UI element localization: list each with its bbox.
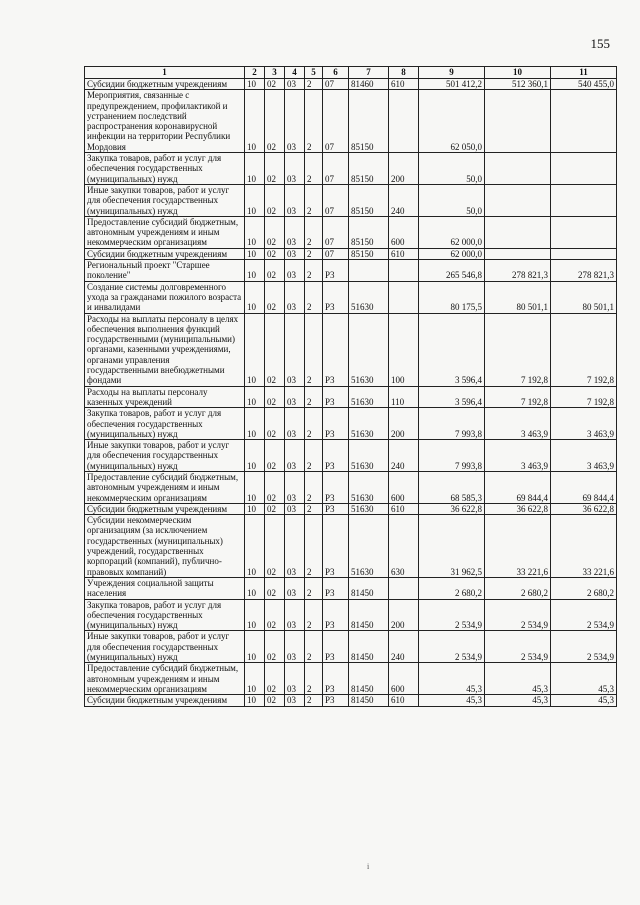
table-row [85,663,617,695]
row-name-cell: Субсидии бюджетным учреждениям [85,79,245,90]
row-name-cell: Предоставление субсидий бюджетным, автономным учреждениям и иным некоммерческим организациям [85,216,245,248]
program-cell: 03 [285,153,305,185]
table-header-row [85,67,617,79]
table-row [85,440,617,472]
header-col-5: 5 [305,67,323,79]
subprogram-cell: 2 [305,599,323,631]
main-event-cell: P3 [323,631,349,663]
subsection-cell: 02 [265,503,285,514]
amount-2022-cell: 7 192,8 [485,313,551,386]
amount-2023-cell: 45,3 [551,695,617,706]
program-cell: 03 [285,599,305,631]
amount-2022-cell: 36 622,8 [485,503,551,514]
subprogram-cell: 2 [305,248,323,259]
direction-cell: 51630 [349,281,389,313]
program-cell: 03 [285,184,305,216]
amount-2021-cell: 2 534,9 [419,631,485,663]
subprogram-cell: 2 [305,515,323,578]
main-event-cell: 07 [323,216,349,248]
subprogram-cell: 2 [305,695,323,706]
program-cell: 03 [285,503,305,514]
amount-2022-cell: 33 221,6 [485,515,551,578]
subprogram-cell: 2 [305,153,323,185]
expense-type-cell [389,281,419,313]
direction-cell: 85150 [349,153,389,185]
table-row [85,90,617,153]
expense-type-cell: 240 [389,440,419,472]
amount-2021-cell: 62 000,0 [419,248,485,259]
table-row [85,599,617,631]
program-cell: 03 [285,260,305,282]
row-name-cell: Мероприятия, связанные с предупреждением, профилактикой и устранением последствий распространения коронавирусной инфекции на территории Республики Мордовия [85,90,245,153]
header-col-9: 9 [419,67,485,79]
subsection-cell: 02 [265,281,285,313]
expense-type-cell: 600 [389,216,419,248]
amount-2022-cell: 278 821,3 [485,260,551,282]
subsection-cell: 02 [265,663,285,695]
direction-cell: 51630 [349,313,389,386]
amount-2021-cell: 62 000,0 [419,216,485,248]
expense-type-cell [389,260,419,282]
subprogram-cell: 2 [305,260,323,282]
row-name-cell: Предоставление субсидий бюджетным, автономным учреждениям и иным некоммерческим организациям [85,663,245,695]
section-cell: 10 [245,313,265,386]
subsection-cell: 02 [265,153,285,185]
main-event-cell: P3 [323,408,349,440]
section-cell: 10 [245,386,265,408]
subsection-cell: 02 [265,90,285,153]
subprogram-cell: 2 [305,503,323,514]
header-col-3: 3 [265,67,285,79]
section-cell: 10 [245,90,265,153]
amount-2023-cell: 3 463,9 [551,408,617,440]
subsection-cell: 02 [265,408,285,440]
program-cell: 03 [285,515,305,578]
section-cell: 10 [245,260,265,282]
amount-2021-cell: 45,3 [419,695,485,706]
program-cell: 03 [285,313,305,386]
row-name-cell: Расходы на выплаты персоналу казенных учреждений [85,386,245,408]
subsection-cell: 02 [265,79,285,90]
header-col-2: 2 [245,67,265,79]
direction-cell: 51630 [349,503,389,514]
subprogram-cell: 2 [305,281,323,313]
subprogram-cell: 2 [305,631,323,663]
direction-cell: 85150 [349,90,389,153]
amount-2023-cell [551,153,617,185]
program-cell: 03 [285,281,305,313]
expense-type-cell: 610 [389,503,419,514]
amount-2021-cell: 7 993,8 [419,440,485,472]
amount-2021-cell: 62 050,0 [419,90,485,153]
amount-2023-cell: 33 221,6 [551,515,617,578]
expense-type-cell [389,577,419,599]
amount-2021-cell: 36 622,8 [419,503,485,514]
subprogram-cell: 2 [305,440,323,472]
main-event-cell: P3 [323,313,349,386]
row-name-cell: Закупка товаров, работ и услуг для обеспечения государственных (муниципальных) нужд [85,408,245,440]
subprogram-cell: 2 [305,79,323,90]
page-number: 155 [590,36,610,51]
section-cell: 10 [245,281,265,313]
expense-type-cell: 240 [389,631,419,663]
program-cell: 03 [285,248,305,259]
direction-cell: 51630 [349,408,389,440]
amount-2023-cell: 7 192,8 [551,386,617,408]
row-name-cell: Иные закупки товаров, работ и услуг для обеспечения государственных (муниципальных) нужд [85,184,245,216]
amount-2022-cell: 2 680,2 [485,577,551,599]
header-col-10: 10 [485,67,551,79]
subprogram-cell: 2 [305,184,323,216]
row-name-cell: Субсидии некоммерческим организациям (за исключением государственных (муниципальных) учреждений, государственных корпораций (компаний), публично-правовых компаний) [85,515,245,578]
main-event-cell: P3 [323,599,349,631]
section-cell: 10 [245,440,265,472]
table-row [85,577,617,599]
expense-type-cell: 100 [389,313,419,386]
row-name-cell: Субсидии бюджетным учреждениям [85,248,245,259]
subprogram-cell: 2 [305,577,323,599]
direction-cell: 51630 [349,515,389,578]
table-row [85,216,617,248]
subprogram-cell: 2 [305,216,323,248]
subsection-cell: 02 [265,599,285,631]
row-name-cell: Субсидии бюджетным учреждениям [85,695,245,706]
amount-2022-cell [485,248,551,259]
table-row [85,248,617,259]
section-cell: 10 [245,515,265,578]
subsection-cell: 02 [265,695,285,706]
table-row [85,386,617,408]
amount-2021-cell: 50,0 [419,184,485,216]
main-event-cell: P3 [323,695,349,706]
main-event-cell: 07 [323,90,349,153]
amount-2022-cell [485,216,551,248]
direction-cell: 81450 [349,663,389,695]
program-cell: 03 [285,408,305,440]
header-col-8: 8 [389,67,419,79]
table-row [85,515,617,578]
section-cell: 10 [245,408,265,440]
main-event-cell: P3 [323,471,349,503]
amount-2022-cell: 7 192,8 [485,386,551,408]
table-row [85,281,617,313]
subsection-cell: 02 [265,260,285,282]
main-event-cell: P3 [323,515,349,578]
expense-type-cell: 610 [389,79,419,90]
budget-table [84,66,617,707]
amount-2021-cell: 501 412,2 [419,79,485,90]
amount-2022-cell [485,153,551,185]
expense-type-cell: 600 [389,663,419,695]
section-cell: 10 [245,631,265,663]
subsection-cell: 02 [265,631,285,663]
amount-2023-cell: 7 192,8 [551,313,617,386]
amount-2021-cell: 265 546,8 [419,260,485,282]
amount-2023-cell: 80 501,1 [551,281,617,313]
subsection-cell: 02 [265,471,285,503]
header-col-6: 6 [323,67,349,79]
table-row [85,184,617,216]
direction-cell: 85150 [349,216,389,248]
row-name-cell: Региональный проект "Старшее поколение" [85,260,245,282]
expense-type-cell: 240 [389,184,419,216]
program-cell: 03 [285,440,305,472]
main-event-cell: 07 [323,184,349,216]
amount-2021-cell: 50,0 [419,153,485,185]
subsection-cell: 02 [265,248,285,259]
section-cell: 10 [245,79,265,90]
amount-2023-cell: 278 821,3 [551,260,617,282]
amount-2021-cell: 3 596,4 [419,313,485,386]
subsection-cell: 02 [265,440,285,472]
amount-2023-cell: 2 534,9 [551,599,617,631]
table-row [85,408,617,440]
amount-2022-cell: 2 534,9 [485,631,551,663]
direction-cell: 81450 [349,695,389,706]
table-row [85,79,617,90]
main-event-cell: P3 [323,663,349,695]
amount-2022-cell: 80 501,1 [485,281,551,313]
header-col-7: 7 [349,67,389,79]
program-cell: 03 [285,663,305,695]
amount-2022-cell: 3 463,9 [485,440,551,472]
program-cell: 03 [285,79,305,90]
row-name-cell: Закупка товаров, работ и услуг для обеспечения государственных (муниципальных) нужд [85,153,245,185]
amount-2023-cell: 2 680,2 [551,577,617,599]
amount-2022-cell: 69 844,4 [485,471,551,503]
row-name-cell: Иные закупки товаров, работ и услуг для обеспечения государственных (муниципальных) нужд [85,631,245,663]
program-cell: 03 [285,386,305,408]
amount-2023-cell [551,216,617,248]
section-cell: 10 [245,599,265,631]
section-cell: 10 [245,216,265,248]
direction-cell: 51630 [349,386,389,408]
amount-2023-cell [551,184,617,216]
subprogram-cell: 2 [305,663,323,695]
table-row [85,503,617,514]
subprogram-cell: 2 [305,471,323,503]
direction-cell: 81460 [349,79,389,90]
subprogram-cell: 2 [305,313,323,386]
expense-type-cell: 600 [389,471,419,503]
amount-2023-cell: 45,3 [551,663,617,695]
section-cell: 10 [245,663,265,695]
section-cell: 10 [245,695,265,706]
amount-2021-cell: 7 993,8 [419,408,485,440]
expense-type-cell: 110 [389,386,419,408]
main-event-cell: P3 [323,260,349,282]
direction-cell: 81450 [349,577,389,599]
program-cell: 03 [285,90,305,153]
program-cell: 03 [285,631,305,663]
main-event-cell: 07 [323,79,349,90]
main-event-cell: P3 [323,503,349,514]
subsection-cell: 02 [265,386,285,408]
direction-cell: 81450 [349,599,389,631]
row-name-cell: Учреждения социальной защиты населения [85,577,245,599]
expense-type-cell: 200 [389,599,419,631]
amount-2022-cell: 2 534,9 [485,599,551,631]
amount-2023-cell [551,90,617,153]
header-col-1: 1 [85,67,245,79]
amount-2022-cell [485,90,551,153]
amount-2022-cell: 45,3 [485,663,551,695]
table-row [85,313,617,386]
subsection-cell: 02 [265,313,285,386]
amount-2021-cell: 2 534,9 [419,599,485,631]
main-event-cell: P3 [323,281,349,313]
program-cell: 03 [285,216,305,248]
expense-type-cell [389,90,419,153]
amount-2023-cell: 540 455,0 [551,79,617,90]
table-row [85,631,617,663]
subsection-cell: 02 [265,577,285,599]
subsection-cell: 02 [265,184,285,216]
program-cell: 03 [285,471,305,503]
amount-2021-cell: 31 962,5 [419,515,485,578]
header-col-4: 4 [285,67,305,79]
row-name-cell: Предоставление субсидий бюджетным, автономным учреждениям и иным некоммерческим организациям [85,471,245,503]
amount-2023-cell [551,248,617,259]
amount-2023-cell: 3 463,9 [551,440,617,472]
section-cell: 10 [245,577,265,599]
direction-cell: 85150 [349,184,389,216]
direction-cell [349,260,389,282]
program-cell: 03 [285,577,305,599]
main-event-cell: P3 [323,440,349,472]
amount-2021-cell: 68 585,3 [419,471,485,503]
expense-type-cell: 200 [389,153,419,185]
table-row [85,260,617,282]
amount-2021-cell: 2 680,2 [419,577,485,599]
expense-type-cell: 200 [389,408,419,440]
footer-mark: i [367,862,370,871]
amount-2023-cell: 2 534,9 [551,631,617,663]
main-event-cell: 07 [323,153,349,185]
subsection-cell: 02 [265,216,285,248]
program-cell: 03 [285,695,305,706]
section-cell: 10 [245,471,265,503]
main-event-cell: P3 [323,577,349,599]
section-cell: 10 [245,248,265,259]
section-cell: 10 [245,184,265,216]
expense-type-cell: 610 [389,248,419,259]
direction-cell: 85150 [349,248,389,259]
main-event-cell: 07 [323,248,349,259]
amount-2021-cell: 45,3 [419,663,485,695]
expense-type-cell: 610 [389,695,419,706]
expense-type-cell: 630 [389,515,419,578]
amount-2023-cell: 36 622,8 [551,503,617,514]
amount-2021-cell: 3 596,4 [419,386,485,408]
subprogram-cell: 2 [305,408,323,440]
main-event-cell: P3 [323,386,349,408]
header-col-11: 11 [551,67,617,79]
direction-cell: 51630 [349,440,389,472]
subprogram-cell: 2 [305,90,323,153]
row-name-cell: Закупка товаров, работ и услуг для обеспечения государственных (муниципальных) нужд [85,599,245,631]
subsection-cell: 02 [265,515,285,578]
amount-2022-cell: 3 463,9 [485,408,551,440]
amount-2022-cell: 512 360,1 [485,79,551,90]
section-cell: 10 [245,153,265,185]
amount-2021-cell: 80 175,5 [419,281,485,313]
row-name-cell: Создание системы долговременного ухода за гражданами пожилого возраста и инвалидами [85,281,245,313]
amount-2023-cell: 69 844,4 [551,471,617,503]
amount-2022-cell [485,184,551,216]
subprogram-cell: 2 [305,386,323,408]
row-name-cell: Расходы на выплаты персоналу в целях обеспечения выполнения функций государственными (муниципальными) органами, казенными учреждениями, органами управления государственными внебюджетными фондами [85,313,245,386]
table-row [85,153,617,185]
amount-2022-cell: 45,3 [485,695,551,706]
row-name-cell: Субсидии бюджетным учреждениям [85,503,245,514]
direction-cell: 81450 [349,631,389,663]
table-row [85,471,617,503]
direction-cell: 51630 [349,471,389,503]
row-name-cell: Иные закупки товаров, работ и услуг для обеспечения государственных (муниципальных) нужд [85,440,245,472]
section-cell: 10 [245,503,265,514]
table-row [85,695,617,706]
